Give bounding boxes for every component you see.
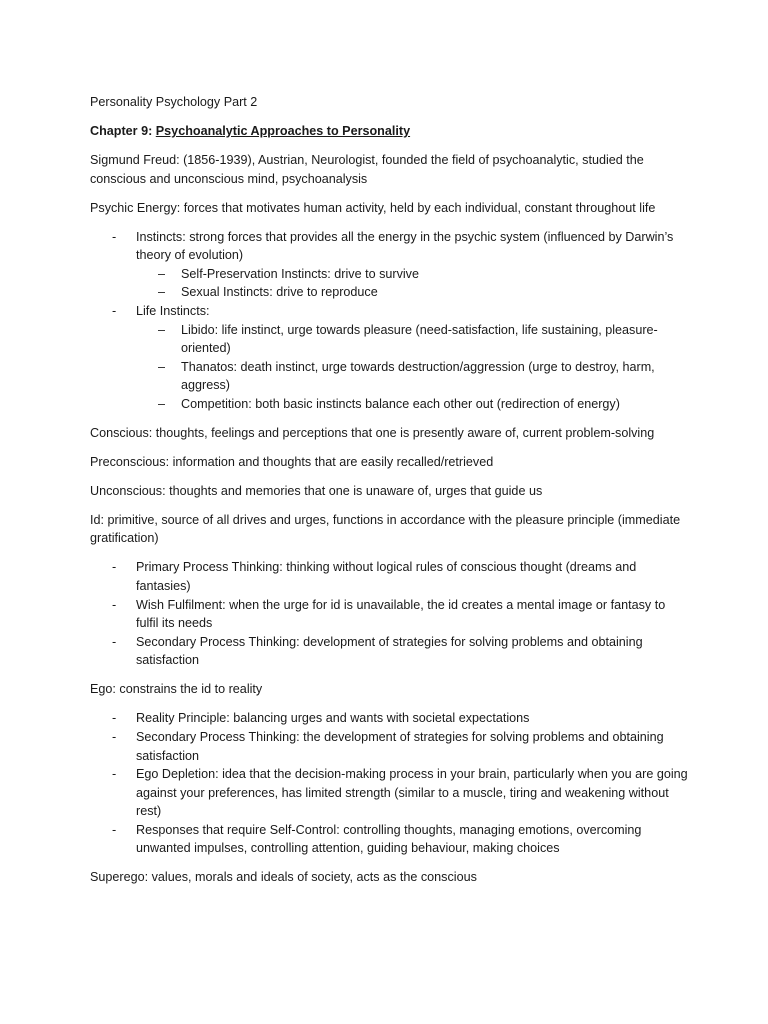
dash-bullet: - <box>112 303 117 318</box>
document-page <box>90 93 690 897</box>
endash-bullet: – <box>158 266 166 281</box>
list-item <box>90 633 690 670</box>
dash-bullet: - <box>112 229 117 244</box>
list-item-text: Reality Principle: balancing urges and wants with societal expectations <box>136 711 530 726</box>
chapter-title: Psychoanalytic Approaches to Personality <box>155 123 411 138</box>
endash-bullet: – <box>158 359 166 374</box>
sublist-item <box>136 265 690 284</box>
list-item-text: Responses that require Self-Control: controlling thoughts, managing emotions, overcoming unwanted impulses, controlling attention, guiding behaviour, making choices <box>136 822 642 856</box>
dash-bullet: - <box>112 597 117 612</box>
list-item-text: Secondary Process Thinking: the development of strategies for solving problems and obtaining satisfaction <box>136 729 664 763</box>
sublist-item <box>136 321 690 358</box>
list-item-text: Ego Depletion: idea that the decision-making process in your brain, particularly when you are going against your preferences, has limited strength (similar to a muscle, tiring and weakening without rest) <box>136 767 688 819</box>
endash-bullet: – <box>158 285 166 300</box>
list-item-text: Wish Fulfilment: when the urge for id is unavailable, the id creates a mental image or fantasy to fulfil its needs <box>136 597 666 631</box>
sublist-item <box>136 358 690 395</box>
list-item <box>90 709 690 728</box>
list-item-text: Secondary Process Thinking: development of strategies for solving problems and obtaining satisfaction <box>136 634 643 668</box>
sublist-item-text: Libido: life instinct, urge towards pleasure (need-satisfaction, life sustaining, pleasure-oriented) <box>181 322 658 356</box>
document-title: Personality Psychology Part 2 <box>90 95 258 109</box>
dash-bullet: - <box>112 729 117 744</box>
list-item-text: Life Instincts: <box>136 303 210 318</box>
superego-paragraph: Superego: values, morals and ideals of society, acts as the conscious <box>90 870 477 885</box>
list-item-text: Primary Process Thinking: thinking without logical rules of conscious thought (dreams and fantasies) <box>136 560 637 593</box>
dash-bullet: - <box>112 767 117 782</box>
unconscious-paragraph: Unconscious: thoughts and memories that one is unaware of, urges that guide us <box>90 483 543 498</box>
ego-list <box>90 709 690 858</box>
id-paragraph: Id: primitive, source of all drives and urges, functions in accordance with the pleasure principle (immediate gratification) <box>90 512 681 546</box>
list-item <box>90 558 690 595</box>
ego-paragraph: Ego: constrains the id to reality <box>90 682 263 697</box>
list-item-text: Instincts: strong forces that provides all the energy in the psychic system (influenced by Darwin’s theory of evolution) <box>136 229 674 263</box>
psychic-energy-paragraph: Psychic Energy: forces that motivates human activity, held by each individual, constant throughout life <box>90 200 656 215</box>
sublist-item <box>136 283 690 302</box>
preconscious-paragraph: Preconscious: information and thoughts that are easily recalled/retrieved <box>90 454 494 469</box>
life-instincts-sublist <box>136 321 690 414</box>
sublist-item-text: Sexual Instincts: drive to reproduce <box>181 285 378 300</box>
list-item-instincts <box>90 228 690 302</box>
chapter-heading <box>90 122 690 141</box>
list-item <box>90 728 690 765</box>
list-item <box>90 765 690 821</box>
sublist-item-text: Self-Preservation Instincts: drive to survive <box>181 266 419 281</box>
dash-bullet: - <box>112 711 117 726</box>
dash-bullet: - <box>112 634 117 649</box>
instincts-sublist <box>136 265 690 302</box>
dash-bullet: - <box>112 822 117 837</box>
list-item-life-instincts <box>90 302 690 414</box>
freud-paragraph: Sigmund Freud: (1856-1939), Austrian, Neurologist, founded the field of psychoanalytic, studied the conscious and unconscious mind, psychoanalysis <box>90 152 644 186</box>
sublist-item <box>136 395 690 414</box>
sublist-item-text: Competition: both basic instincts balance each other out (redirection of energy) <box>181 396 620 411</box>
endash-bullet: – <box>158 396 166 411</box>
sublist-item-text: Thanatos: death instinct, urge towards destruction/aggression (urge to destroy, harm, aggress) <box>181 359 655 393</box>
instincts-list <box>90 228 690 414</box>
id-list <box>90 558 690 670</box>
list-item <box>90 596 690 633</box>
list-item <box>90 821 690 858</box>
endash-bullet: – <box>158 322 166 337</box>
conscious-paragraph: Conscious: thoughts, feelings and perceptions that one is presently aware of, current problem-solving <box>90 425 655 440</box>
chapter-label: Chapter 9: <box>90 123 153 138</box>
dash-bullet: - <box>112 560 117 575</box>
